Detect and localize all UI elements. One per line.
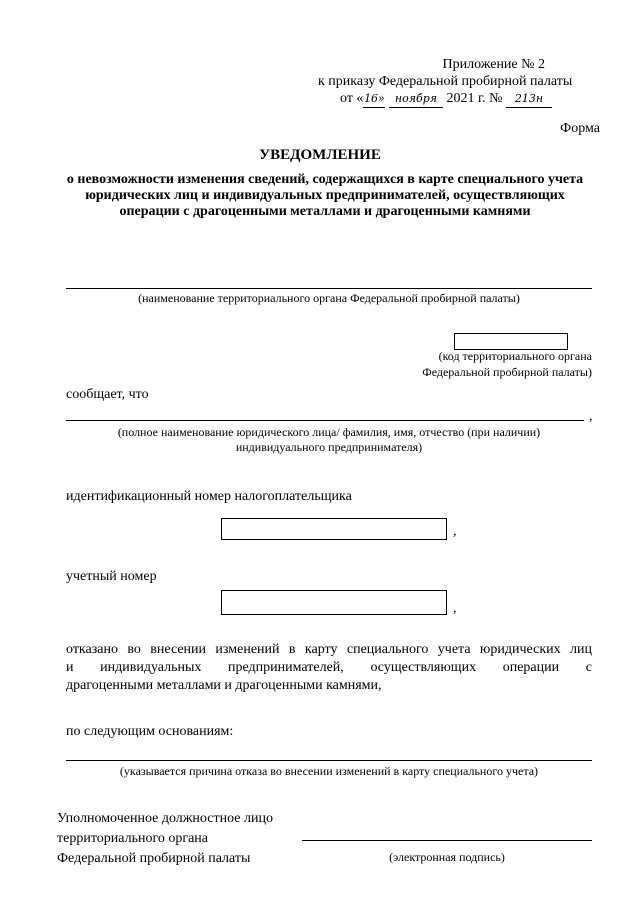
inn-label: идентификационный номер налогоплательщика bbox=[66, 489, 352, 504]
appendix-number: Приложение № 2 bbox=[442, 57, 545, 72]
inn-comma: , bbox=[453, 524, 457, 539]
page-title: УВЕДОМЛЕНИЕ bbox=[259, 147, 381, 163]
entity-name-line bbox=[66, 420, 584, 421]
refusal-text-line2: и индивидуальных предпринимателей, осуществляющих операции с bbox=[66, 660, 592, 675]
inn-field[interactable] bbox=[221, 518, 447, 540]
account-number-field[interactable] bbox=[221, 590, 447, 615]
org-name-line bbox=[66, 288, 592, 289]
order-reference: к приказу Федеральной пробирной палаты bbox=[318, 74, 573, 89]
official-title-line2: территориального органа bbox=[57, 831, 209, 846]
handwritten-month: ноября bbox=[389, 90, 443, 108]
org-code-field[interactable] bbox=[454, 333, 568, 350]
refusal-text-line3: драгоценными металлами и драгоценными камнями, bbox=[66, 678, 382, 693]
order-year: 2021 г. № bbox=[446, 91, 503, 106]
entity-hint-line1: (полное наименование юридического лица/ фамилия, имя, отчество (при наличии) bbox=[117, 425, 541, 439]
date-prefix: от « bbox=[340, 91, 364, 106]
entity-hint-line2: индивидуального предпринимателя) bbox=[235, 440, 423, 454]
handwritten-day: 16» bbox=[363, 90, 385, 108]
entity-line-comma: , bbox=[589, 409, 593, 424]
account-number-comma: , bbox=[453, 601, 457, 616]
reason-hint: (указывается причина отказа во внесении изменений в карту специального учета) bbox=[119, 764, 539, 778]
refusal-text-line1: отказано во внесении изменений в карту специального учета юридических лиц bbox=[66, 642, 592, 657]
official-title-line3: Федеральной пробирной палаты bbox=[57, 851, 251, 866]
form-label: Форма bbox=[560, 121, 600, 136]
signature-line bbox=[302, 840, 592, 841]
reason-line bbox=[66, 760, 592, 761]
esign-hint: (электронная подпись) bbox=[389, 850, 505, 864]
order-date-line bbox=[340, 90, 600, 108]
org-name-hint: (наименование территориального органа Федеральной пробирной палаты) bbox=[138, 291, 520, 305]
grounds-label: по следующим основаниям: bbox=[66, 724, 234, 739]
account-number-label: учетный номер bbox=[66, 569, 157, 584]
reports-that-label: сообщает, что bbox=[66, 387, 149, 402]
official-title-line1: Уполномоченное должностное лицо bbox=[57, 811, 273, 826]
page-subtitle: о невозможности изменения сведений, содержащихся в карте специального учета юридических лиц и индивидуальных предпринимателей, осуществляющих операции с драгоценными металлами и драгоценными камнями bbox=[66, 172, 584, 219]
handwritten-number: 213н bbox=[506, 90, 552, 108]
org-code-hint-line2: Федеральной пробирной палаты) bbox=[422, 365, 592, 379]
org-code-hint-line1: (код территориального органа bbox=[438, 349, 592, 363]
